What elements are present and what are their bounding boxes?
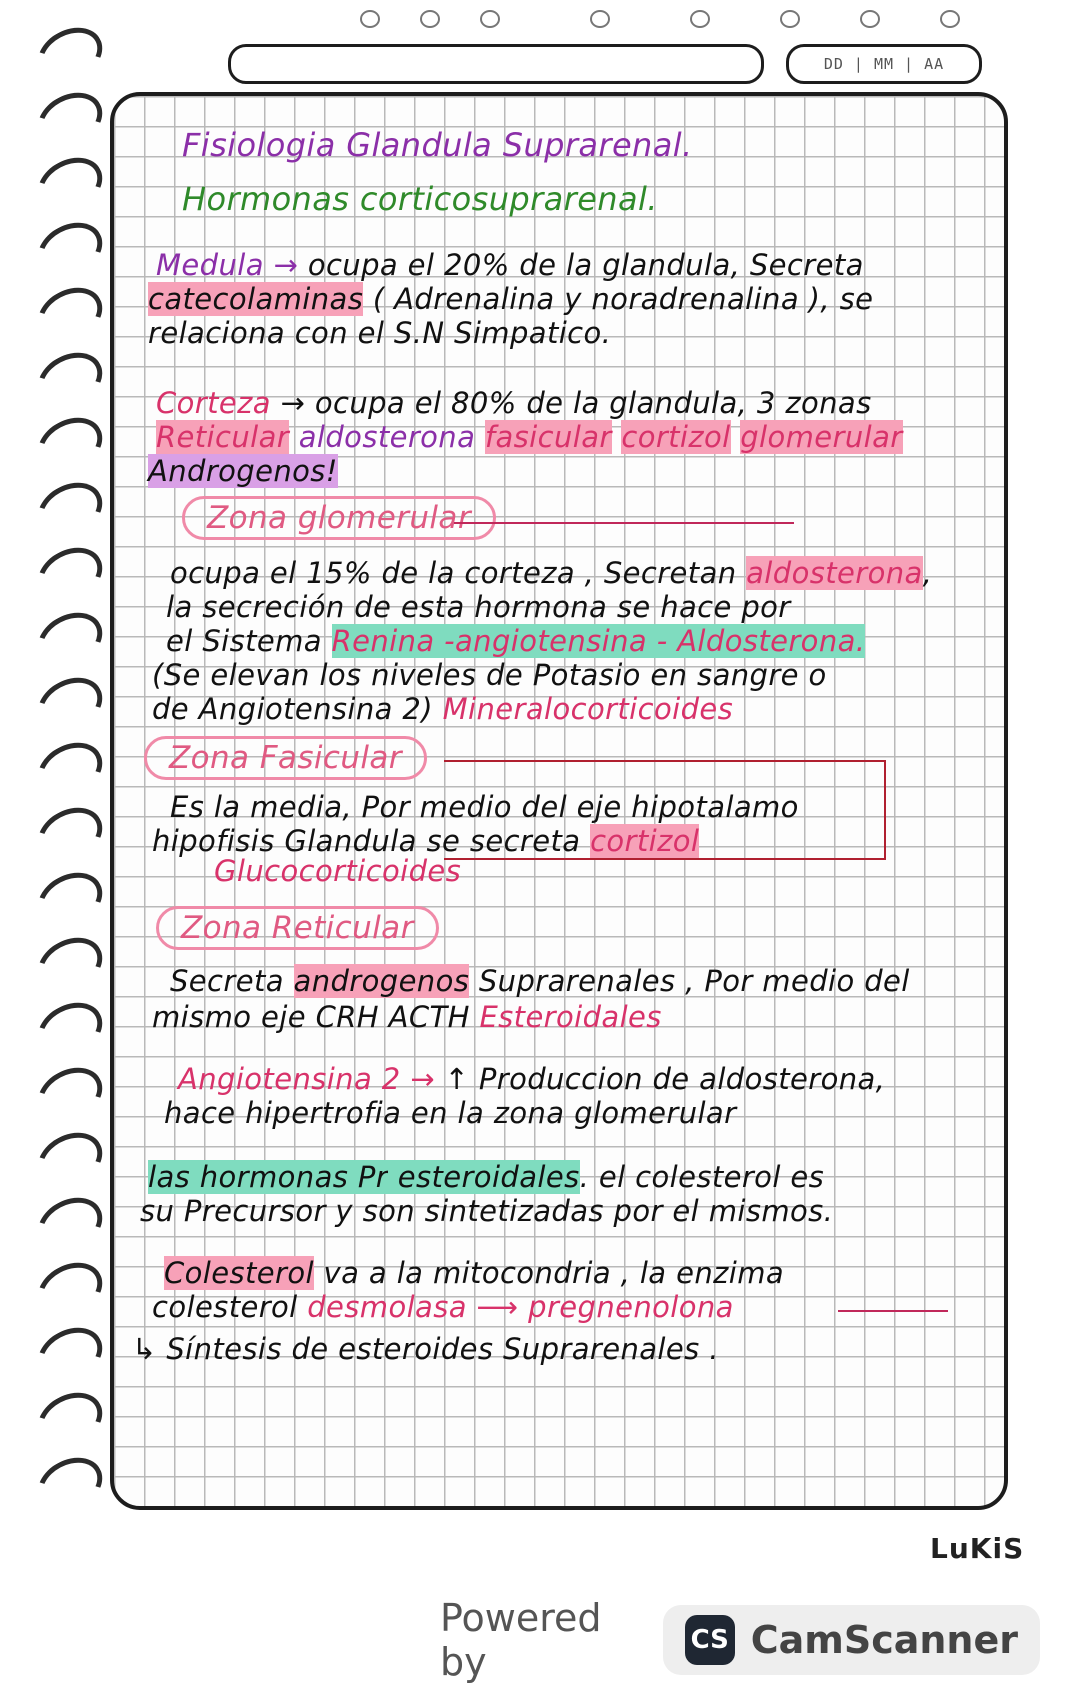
angiotensina-line-2: [164, 1096, 984, 1130]
fasicular-line-1: [170, 790, 984, 824]
glomerular-line-5: [152, 692, 984, 726]
pregnenolona-term: pregnenolona: [528, 1290, 734, 1324]
zona-reticular-heading: [156, 906, 984, 950]
medula-text: relaciona con el S.N Simpatico.: [148, 316, 612, 350]
corteza-term: Corteza: [156, 386, 271, 420]
spiral-ring: [28, 17, 112, 93]
cortizol-highlight: cortizol: [590, 824, 700, 858]
notebook-date-field: DD | MM | AA: [786, 44, 982, 84]
medula-line-3: [148, 316, 984, 350]
doodle-flower-icon: [420, 10, 440, 28]
sintesis-text: ↳ Síntesis de esteroides Suprarenales .: [132, 1332, 719, 1366]
zona-glomerular-cloud: Zona glomerular: [182, 496, 496, 540]
doodle-flower-icon: [690, 10, 710, 28]
glomerular-text: ,: [922, 556, 933, 590]
colesterol-line-2: [152, 1290, 984, 1324]
spiral-ring: [28, 212, 112, 288]
doodle-flower-icon: [360, 10, 380, 28]
catecolaminas-highlight: catecolaminas: [148, 282, 364, 316]
reticular-text: mismo eje CRH ACTH: [152, 1000, 480, 1034]
corteza-line-3: [148, 454, 984, 488]
glomerular-text: de Angiotensina 2): [152, 692, 443, 726]
angiotensina-highlight: -angiotensina: [434, 624, 648, 658]
colesterol-text: va a la mitocondria , la enzima: [313, 1256, 785, 1290]
medula-line-1: [156, 248, 984, 282]
medula-text: ocupa el 20% de la glandula, Secreta: [298, 248, 864, 282]
title-text: Fisiologia Glandula Suprarenal.: [182, 126, 693, 164]
zona-fasicular-cloud: Zona Fasicular: [144, 736, 427, 780]
aldosterona-term: aldosterona: [298, 420, 476, 454]
spiral-ring: [28, 1317, 112, 1393]
glomerular-highlight: glomerular: [740, 420, 903, 454]
fasicular-highlight: fasicular: [484, 420, 612, 454]
reticular-line-2: [152, 1000, 984, 1034]
subtitle-text: Hormonas corticosuprarenal.: [182, 180, 658, 218]
colesterol-line-3: [132, 1332, 984, 1366]
glomerular-text: ocupa el 15% de la corteza , Secretan: [170, 556, 747, 590]
spiral-ring: [28, 667, 112, 743]
hormonas-line-1: [148, 1160, 984, 1194]
doodle-flower-icon: [940, 10, 960, 28]
spiral-ring: [28, 1447, 112, 1523]
spiral-ring: [28, 472, 112, 548]
grid-paper: [110, 92, 1008, 1510]
aldosterona-highlight: aldosterona: [746, 556, 923, 590]
camscanner-watermark: [440, 1596, 1040, 1684]
mineralocorticoides-term: Mineralocorticoides: [442, 692, 734, 726]
camscanner-logo-icon: CS: [685, 1615, 735, 1665]
arrow-icon: ⟶: [466, 1290, 529, 1324]
doodle-flower-icon: [860, 10, 880, 28]
spiral-ring: [28, 1252, 112, 1328]
corteza-text: → ocupa el 80% de la glandula, 3 zonas: [270, 386, 872, 420]
page-title: [182, 128, 984, 162]
colesterol-line-1: [164, 1256, 984, 1290]
author-signature: LuKiS: [930, 1532, 1025, 1565]
page-subtitle: [182, 182, 984, 216]
handwritten-notes: [114, 96, 1004, 1506]
spiral-ring: [28, 82, 112, 158]
angiotensina-text: ↑ Produccion de aldosterona,: [434, 1062, 886, 1096]
cortizol-highlight: cortizol: [621, 420, 731, 454]
spiral-ring: [28, 1122, 112, 1198]
spiral-binding: [30, 20, 110, 1520]
spiral-ring: [28, 277, 112, 353]
medula-text: ( Adrenalina y noradrenalina ), se: [363, 282, 874, 316]
zona-glomerular-heading: [182, 496, 984, 540]
spiral-ring: [28, 732, 112, 808]
desmolasa-term: desmolasa: [307, 1290, 467, 1324]
glomerular-text: (Se elevan los niveles de Potasio en sangre o: [152, 658, 827, 692]
spiral-ring: [28, 797, 112, 873]
doodle-flower-icon: [590, 10, 610, 28]
angiotensina-line-1: [178, 1062, 984, 1096]
spiral-ring: [28, 992, 112, 1068]
angiotensina-text: hace hipertrofia en la zona glomerular: [164, 1096, 737, 1130]
hormonas-highlight: las hormonas Pr: [148, 1160, 389, 1194]
reticular-text: Secreta: [170, 964, 294, 998]
glomerular-text: el Sistema: [166, 624, 332, 658]
esteroidales-highlight: esteroidales: [388, 1160, 580, 1194]
hormonas-text: su Precursor y son sintetizadas por el mismos.: [140, 1194, 834, 1228]
colesterol-text: colesterol: [152, 1290, 308, 1324]
spiral-ring: [28, 1382, 112, 1458]
glomerular-line-1: [170, 556, 984, 590]
notebook-title-field: [228, 44, 764, 84]
spiral-ring: [28, 862, 112, 938]
corteza-line-1: [156, 386, 984, 420]
colesterol-highlight: Colesterol: [164, 1256, 314, 1290]
powered-by-text: Powered by: [440, 1596, 602, 1684]
spiral-ring: [28, 147, 112, 223]
fasicular-text: hipofisis Glandula se secreta: [152, 824, 591, 858]
medula-term: Medula →: [156, 248, 299, 282]
hormonas-line-2: [140, 1194, 984, 1228]
zona-reticular-cloud: Zona Reticular: [156, 906, 439, 950]
glomerular-line-3: [166, 624, 984, 658]
arrow-line: [838, 1310, 948, 1312]
spiral-ring: [28, 602, 112, 678]
reticular-text: Suprarenales , Por medio del: [469, 964, 910, 998]
glucocorticoides-term: Glucocorticoides: [214, 854, 462, 888]
spiral-ring: [28, 927, 112, 1003]
spiral-ring: [28, 342, 112, 418]
camscanner-badge: [663, 1605, 1040, 1675]
androgenos-highlight: Androgenos!: [148, 454, 338, 488]
spiral-ring: [28, 1187, 112, 1263]
fasicular-line-3: [214, 854, 984, 888]
renina-highlight: Renina: [331, 624, 435, 658]
fasicular-text: Es la media, Por medio del eje hipotalamo: [170, 790, 799, 824]
glomerular-text: la secreción de esta hormona se hace por: [166, 590, 791, 624]
corteza-line-2: [156, 420, 984, 454]
arrow-line: [454, 522, 794, 524]
doodle-flower-icon: [480, 10, 500, 28]
fasicular-line-2: [152, 824, 984, 858]
doodle-flower-icon: [780, 10, 800, 28]
angiotensina-term: Angiotensina 2 →: [178, 1062, 435, 1096]
reticular-highlight: Reticular: [156, 420, 290, 454]
glomerular-line-4: [152, 658, 984, 692]
spiral-ring: [28, 537, 112, 613]
header-doodles: [360, 6, 980, 34]
reticular-line-1: [170, 964, 984, 998]
spiral-ring: [28, 407, 112, 483]
esteroidales-term: Esteroidales: [479, 1000, 662, 1034]
androgenos-highlight: androgenos: [293, 964, 470, 998]
glomerular-line-2: [166, 590, 984, 624]
medula-line-2: [148, 282, 984, 316]
aldosterona-highlight: - Aldosterona.: [647, 624, 866, 658]
camscanner-brand: CamScanner: [750, 1618, 1018, 1662]
hormonas-text: . el colesterol es: [579, 1160, 825, 1194]
spiral-ring: [28, 1057, 112, 1133]
